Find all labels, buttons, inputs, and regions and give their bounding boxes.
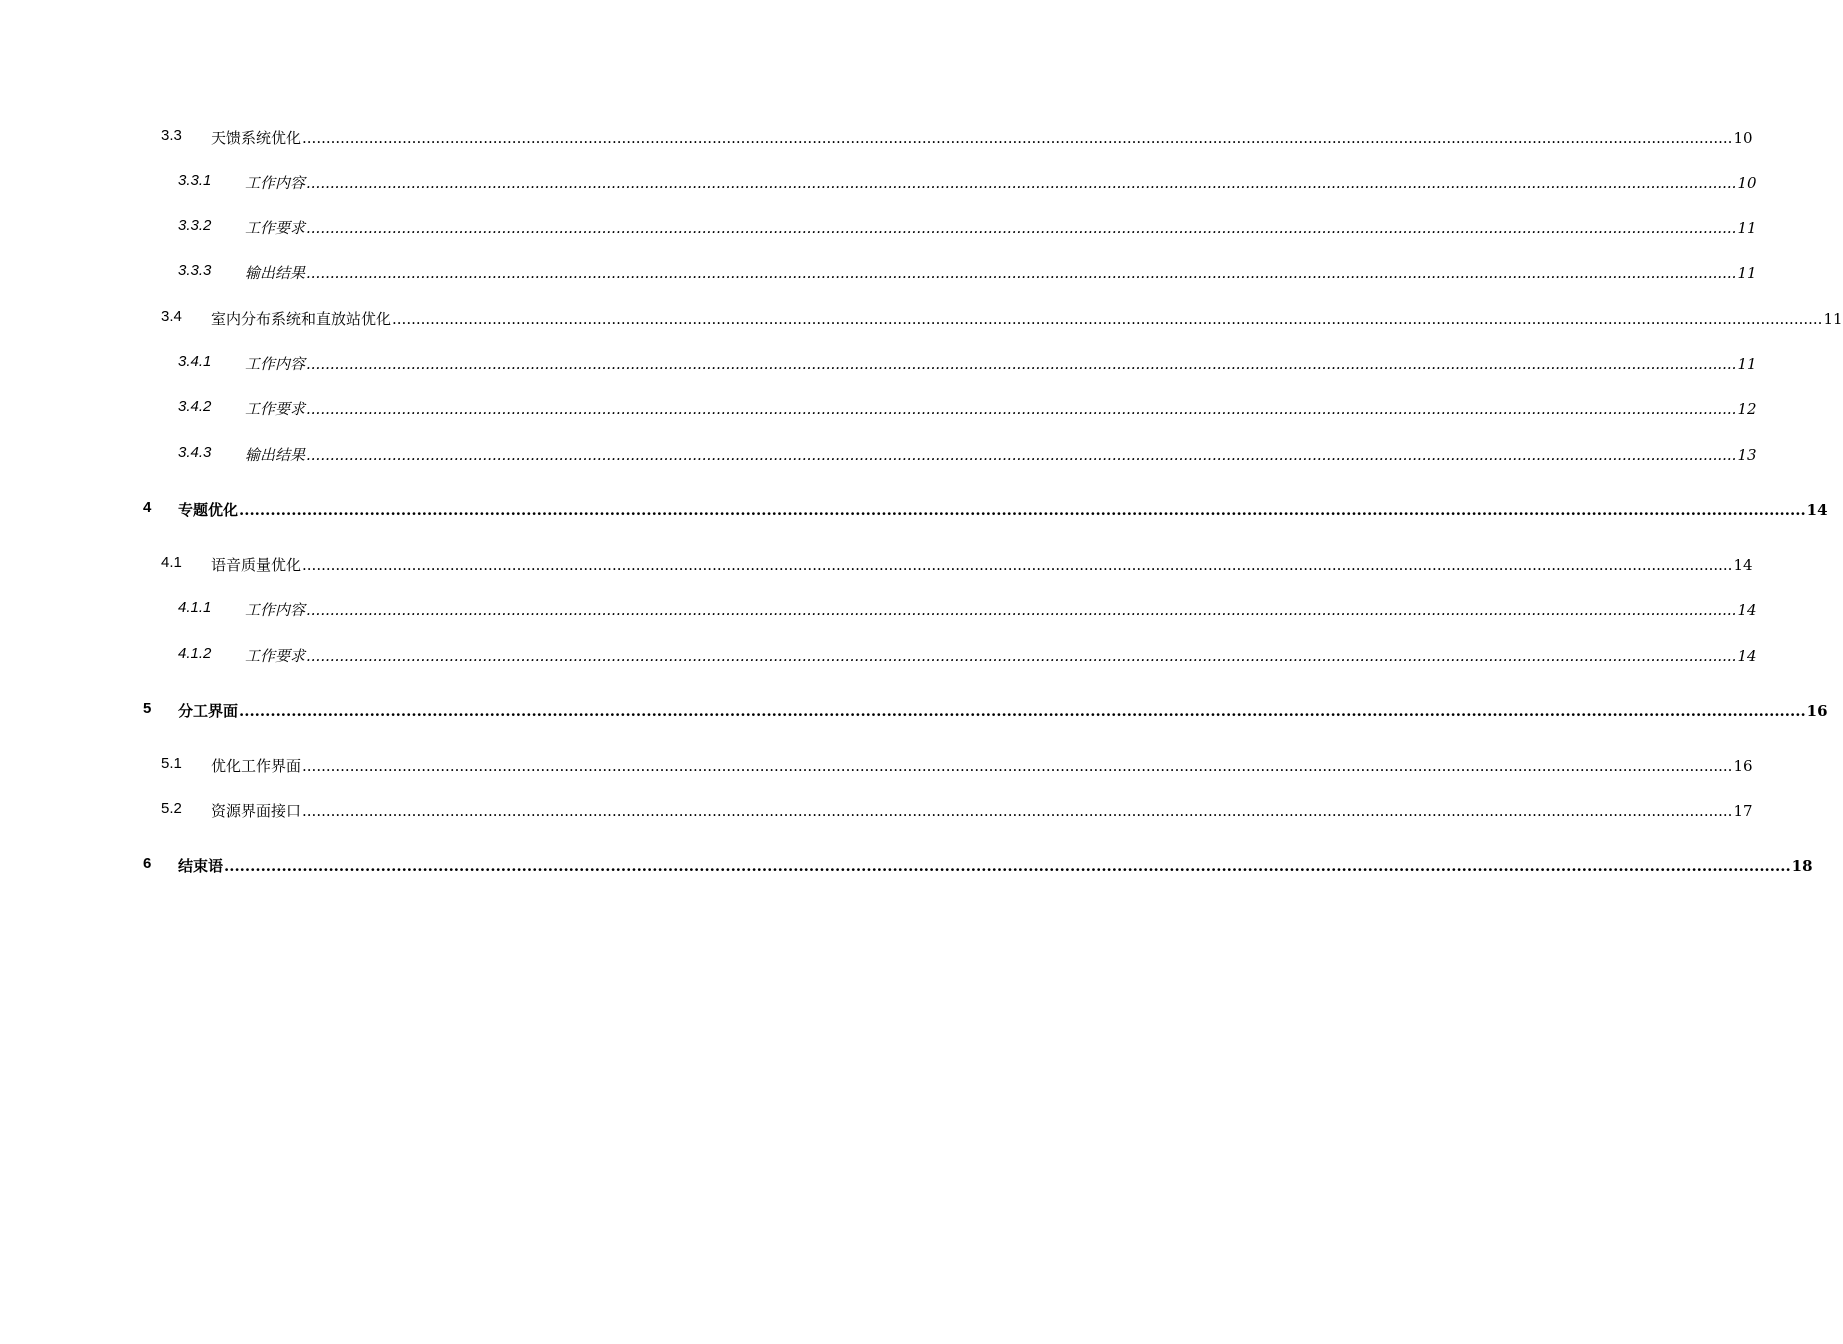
toc-entry-title-line — [245, 398, 1757, 419]
toc-entry-page: 14 — [1733, 556, 1753, 574]
toc-entry-4-1-2[interactable] — [0, 645, 1757, 667]
toc-entry-number: 4.1.2 — [178, 645, 212, 662]
toc-entry-page: 14 — [1806, 501, 1828, 519]
toc-entry-3-3-1[interactable] — [0, 172, 1757, 194]
toc-entry-title-line — [178, 700, 1828, 721]
toc-entry-title-line — [211, 800, 1753, 821]
toc-entry-title: 资源界面接口 — [211, 802, 302, 820]
toc-dot-leader: ............................................................................................................................................................................................................................................................................................................ — [306, 174, 1737, 192]
toc-entry-number: 3.4 — [161, 308, 182, 325]
toc-entry-title-line — [211, 127, 1753, 148]
toc-dot-leader: ............................................................................................................................................................................................................................................................................................................ — [306, 446, 1737, 464]
toc-entry-page: 11 — [1737, 219, 1757, 237]
toc-entry-3-3-2[interactable] — [0, 217, 1757, 239]
toc-entry-3-4[interactable] — [0, 308, 1843, 330]
toc-entry-number: 3.3 — [161, 127, 182, 144]
toc-entry-title-line — [245, 599, 1757, 620]
toc-entry-number: 3.3.2 — [178, 217, 212, 234]
toc-entry-title: 天馈系统优化 — [211, 129, 302, 147]
toc-entry-number: 3.4.1 — [178, 353, 212, 370]
toc-dot-leader: ............................................................................................................................................................................................................................................................................................................ — [224, 857, 1791, 875]
toc-entry-page: 17 — [1733, 802, 1753, 820]
toc-entry-title: 输出结果 — [245, 264, 306, 282]
toc-dot-leader: ............................................................................................................................................................................................................................................................................................................ — [302, 802, 1733, 820]
toc-dot-leader: ............................................................................................................................................................................................................................................................................................................ — [306, 400, 1737, 418]
toc-entry-title-line — [245, 444, 1757, 465]
toc-dot-leader: ............................................................................................................................................................................................................................................................................................................ — [302, 757, 1733, 775]
toc-entry-title: 分工界面 — [178, 702, 239, 720]
toc-dot-leader: ............................................................................................................................................................................................................................................................................................................ — [306, 264, 1737, 282]
toc-entry-page: 11 — [1737, 264, 1757, 282]
toc-entry-5[interactable] — [0, 700, 1828, 722]
toc-entry-title: 工作内容 — [245, 174, 306, 192]
toc-entry-4-1-1[interactable] — [0, 599, 1757, 621]
toc-entry-4-1[interactable] — [0, 554, 1753, 576]
toc-entry-title-line — [245, 172, 1757, 193]
toc-entry-title-line — [211, 755, 1753, 776]
toc-entry-title-line — [245, 262, 1757, 283]
toc-entry-page: 10 — [1733, 129, 1753, 147]
toc-entry-4[interactable] — [0, 499, 1828, 521]
toc-entry-title-line — [178, 855, 1813, 876]
toc-entry-page: 18 — [1791, 857, 1813, 875]
toc-entry-number: 5.2 — [161, 800, 182, 817]
toc-entry-page: 14 — [1737, 601, 1757, 619]
toc-entry-page: 10 — [1737, 174, 1757, 192]
toc-entry-page: 13 — [1737, 446, 1757, 464]
toc-entry-6[interactable] — [0, 855, 1813, 877]
toc-entry-number: 4.1.1 — [178, 599, 212, 616]
toc-entry-title: 工作要求 — [245, 647, 306, 665]
toc-entry-title: 工作要求 — [245, 400, 306, 418]
toc-entry-title: 结束语 — [178, 857, 224, 875]
toc-entry-title: 输出结果 — [245, 446, 306, 464]
toc-entry-page: 14 — [1737, 647, 1757, 665]
toc-entry-title: 工作要求 — [245, 219, 306, 237]
toc-entry-3-3[interactable] — [0, 127, 1753, 149]
toc-entry-title-line — [245, 645, 1757, 666]
toc-entry-page: 11 — [1823, 310, 1843, 328]
toc-entry-number: 4 — [143, 499, 152, 516]
toc-dot-leader: ............................................................................................................................................................................................................................................................................................................ — [239, 501, 1806, 519]
toc-entry-number: 3.4.3 — [178, 444, 212, 461]
toc-entry-title-line — [211, 308, 1843, 329]
toc-entry-number: 5.1 — [161, 755, 182, 772]
toc-entry-title: 优化工作界面 — [211, 757, 302, 775]
toc-entry-page: 16 — [1733, 757, 1753, 775]
toc-entry-number: 3.3.3 — [178, 262, 212, 279]
toc-dot-leader: ............................................................................................................................................................................................................................................................................................................ — [306, 601, 1737, 619]
toc-entry-5-2[interactable] — [0, 800, 1753, 822]
toc-entry-page: 12 — [1737, 400, 1757, 418]
toc-entry-page: 16 — [1806, 702, 1828, 720]
toc-entry-title: 专题优化 — [178, 501, 239, 519]
toc-dot-leader: ............................................................................................................................................................................................................................................................................................................ — [306, 355, 1737, 373]
toc-dot-leader: ............................................................................................................................................................................................................................................................................................................ — [302, 556, 1733, 574]
toc-entry-title-line — [211, 554, 1753, 575]
toc-entry-3-4-1[interactable] — [0, 353, 1757, 375]
toc-entry-title-line — [178, 499, 1828, 520]
toc-dot-leader: ............................................................................................................................................................................................................................................................................................................ — [392, 310, 1823, 328]
toc-entry-number: 3.3.1 — [178, 172, 212, 189]
toc-entry-3-3-3[interactable] — [0, 262, 1757, 284]
toc-dot-leader: ............................................................................................................................................................................................................................................................................................................ — [306, 647, 1737, 665]
toc-entry-title-line — [245, 217, 1757, 238]
toc-entry-title: 室内分布系统和直放站优化 — [211, 310, 392, 328]
toc-entry-title: 工作内容 — [245, 355, 306, 373]
toc-entry-number: 3.4.2 — [178, 398, 212, 415]
toc-entry-3-4-2[interactable] — [0, 398, 1757, 420]
toc-entry-title: 工作内容 — [245, 601, 306, 619]
toc-entry-3-4-3[interactable] — [0, 444, 1757, 466]
toc-dot-leader: ............................................................................................................................................................................................................................................................................................................ — [306, 219, 1737, 237]
toc-entry-number: 6 — [143, 855, 152, 872]
toc-entry-title-line — [245, 353, 1757, 374]
toc-entry-page: 11 — [1737, 355, 1757, 373]
toc-entry-number: 4.1 — [161, 554, 182, 571]
toc-entry-number: 5 — [143, 700, 152, 717]
toc-dot-leader: ............................................................................................................................................................................................................................................................................................................ — [239, 702, 1806, 720]
toc-dot-leader: ............................................................................................................................................................................................................................................................................................................ — [302, 129, 1733, 147]
toc-entry-5-1[interactable] — [0, 755, 1753, 777]
toc-entry-title: 语音质量优化 — [211, 556, 302, 574]
